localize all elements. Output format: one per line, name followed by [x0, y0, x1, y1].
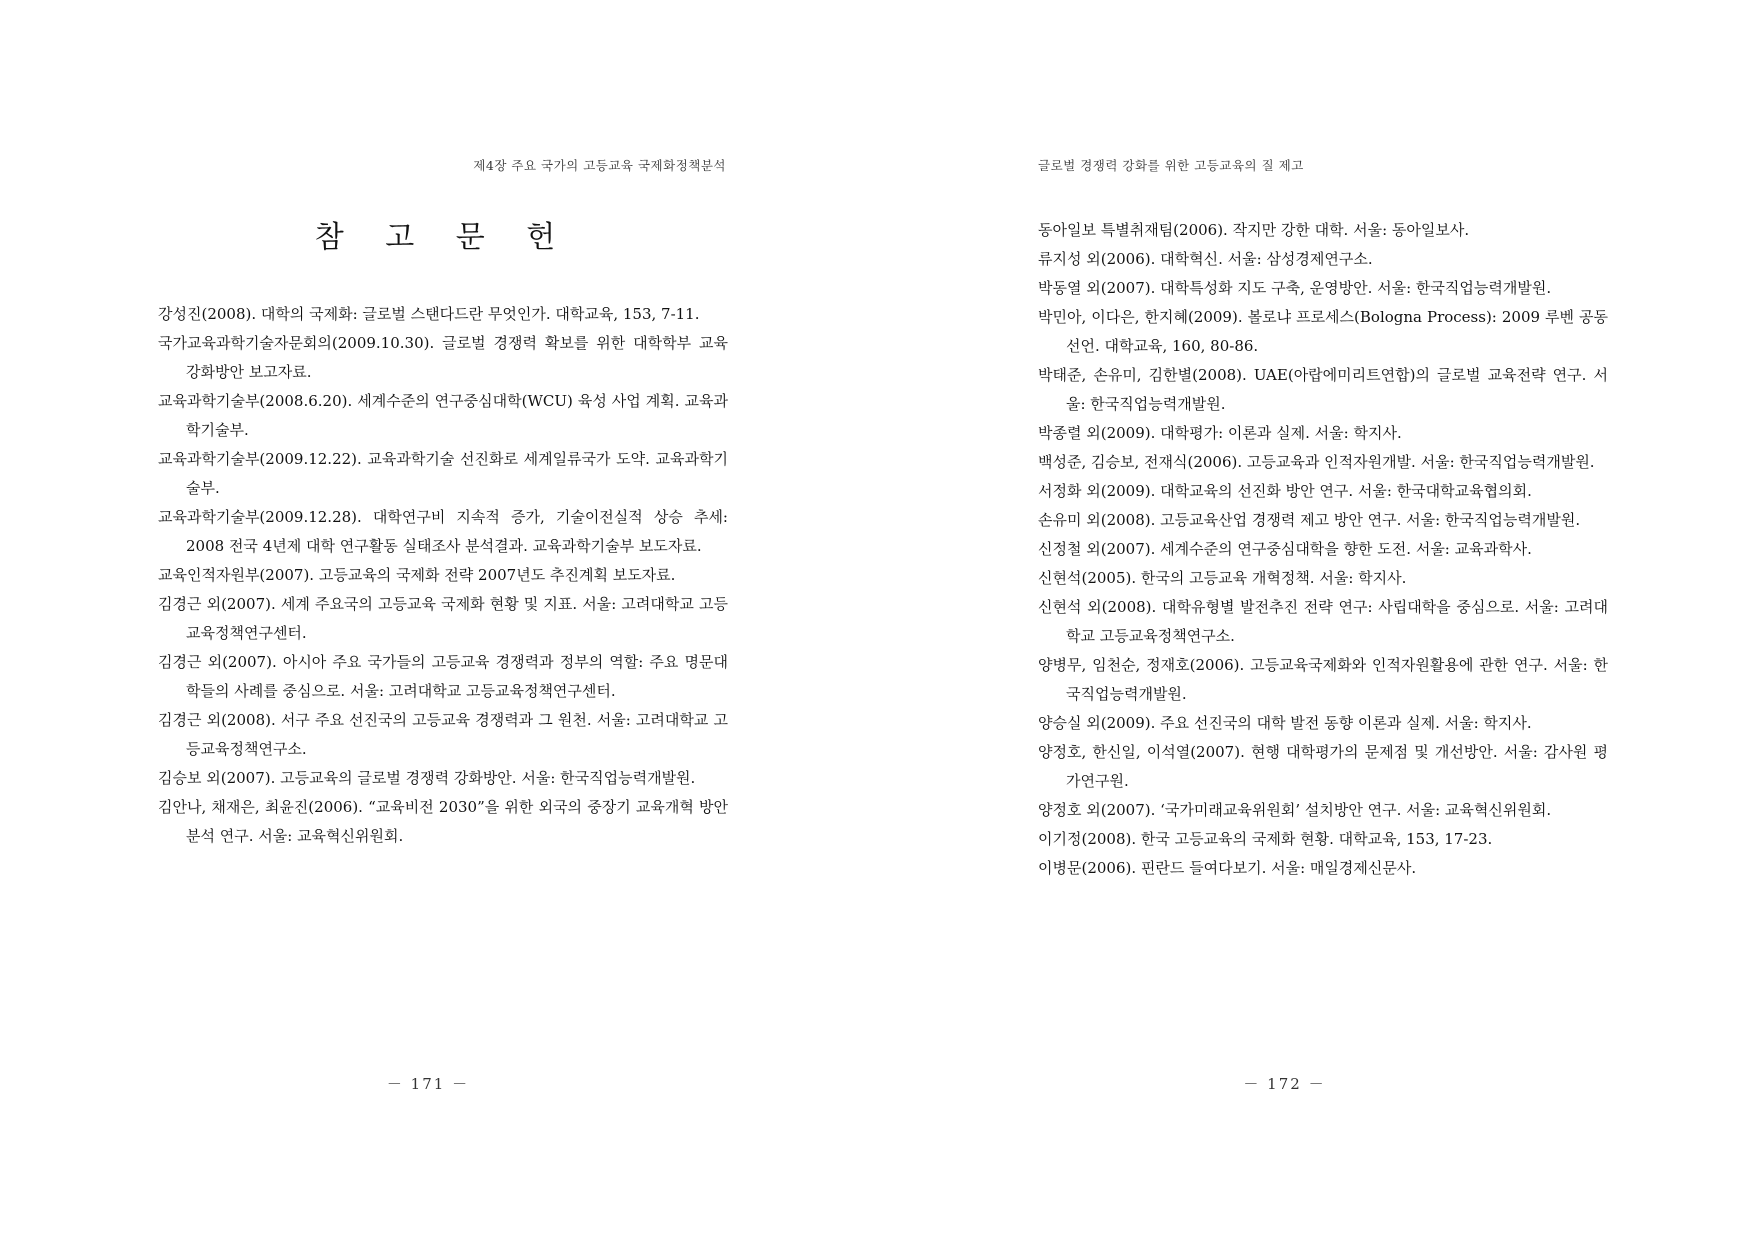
reference-item: 신현석 외(2008). 대학유형별 발전추진 전략 연구: 사립대학을 중심으로. 서울: 고려대학교 고등교육정책연구소. [1038, 598, 1608, 645]
page-number: － 171 － [386, 1075, 470, 1093]
reference-item: 손유미 외(2008). 고등교육산업 경쟁력 제고 방안 연구. 서울: 한국직업능력개발원. [1038, 511, 1581, 529]
reference-item: 교육과학기술부(2009.12.28). 대학연구비 지속적 증가, 기술이전실적 상승 추세: 2008 전국 4년제 대학 연구활동 실태조사 분석결과. 교육과학기술부 보도자료. [158, 508, 728, 555]
reference-item: 이기정(2008). 한국 고등교육의 국제화 현황. 대학교육, 153, 17-23. [1038, 830, 1493, 848]
reference-item: 백성준, 김승보, 전재식(2006). 고등교육과 인적자원개발. 서울: 한국직업능력개발원. [1038, 453, 1595, 471]
reference-item: 양병무, 임천순, 정재호(2006). 고등교육국제화와 인적자원활용에 관한 연구. 서울: 한국직업능력개발원. [1038, 656, 1608, 703]
reference-item: 양정호 외(2007). ‘국가미래교육위원회’ 설치방안 연구. 서울: 교육혁신위원회. [1038, 801, 1552, 819]
left-page [0, 0, 876, 1240]
right-page [876, 0, 1753, 1240]
page-number: － 172 － [1243, 1075, 1326, 1093]
reference-item: 박민아, 이다은, 한지혜(2009). 볼로냐 프로세스(Bologna Process): 2009 루벤 공동선언. 대학교육, 160, 80-86. [1038, 308, 1608, 355]
reference-item: 김안나, 채재은, 최윤진(2006). “교육비전 2030”을 위한 외국의 중장기 교육개혁 방안 분석 연구. 서울: 교육혁신위원회. [158, 798, 728, 845]
reference-item: 양정호, 한신일, 이석열(2007). 현행 대학평가의 문제점 및 개선방안. 서울: 감사원 평가연구원. [1038, 743, 1608, 790]
reference-item: 강성진(2008). 대학의 국제화: 글로벌 스탠다드란 무엇인가. 대학교육, 153, 7-11. [158, 305, 700, 323]
reference-item: 박태준, 손유미, 김한별(2008). UAE(아랍에미리트연합)의 글로벌 교육전략 연구. 서울: 한국직업능력개발원. [1038, 366, 1608, 413]
reference-item: 교육인적자원부(2007). 고등교육의 국제화 전략 2007년도 추진계획 보도자료. [158, 566, 676, 584]
section-title: 참 고 문 헌 [314, 220, 572, 255]
reference-item: 서정화 외(2009). 대학교육의 선진화 방안 연구. 서울: 한국대학교육협의회. [1038, 482, 1532, 500]
running-header: 제4장 주요 국가의 고등교육 국제화정책분석 [473, 158, 726, 173]
reference-list [1038, 216, 1608, 883]
running-header: 글로벌 경쟁력 강화를 위한 고등교육의 질 제고 [1038, 158, 1304, 173]
reference-item: 김경근 외(2008). 서구 주요 선진국의 고등교육 경쟁력과 그 원천. 서울: 고려대학교 고등교육정책연구소. [158, 711, 728, 758]
reference-item: 박종렬 외(2009). 대학평가: 이론과 실제. 서울: 학지사. [1038, 424, 1402, 442]
reference-item: 신정철 외(2007). 세계수준의 연구중심대학을 향한 도전. 서울: 교육과학사. [1038, 540, 1532, 558]
reference-item: 이병문(2006). 핀란드 들여다보기. 서울: 매일경제신문사. [1038, 859, 1417, 877]
reference-list [158, 300, 728, 851]
reference-item: 교육과학기술부(2009.12.22). 교육과학기술 선진화로 세계일류국가 도약. 교육과학기술부. [158, 450, 728, 497]
reference-item: 교육과학기술부(2008.6.20). 세계수준의 연구중심대학(WCU) 육성 사업 계획. 교육과학기술부. [158, 392, 728, 439]
reference-item: 박동열 외(2007). 대학특성화 지도 구축, 운영방안. 서울: 한국직업능력개발원. [1038, 279, 1552, 297]
reference-item: 김경근 외(2007). 아시아 주요 국가들의 고등교육 경쟁력과 정부의 역할: 주요 명문대학들의 사례를 중심으로. 서울: 고려대학교 고등교육정책연구센터. [158, 653, 728, 700]
reference-item: 류지성 외(2006). 대학혁신. 서울: 삼성경제연구소. [1038, 250, 1373, 268]
reference-item: 신현석(2005). 한국의 고등교육 개혁정책. 서울: 학지사. [1038, 569, 1407, 587]
reference-item: 김경근 외(2007). 세계 주요국의 고등교육 국제화 현황 및 지표. 서울: 고려대학교 고등교육정책연구센터. [158, 595, 728, 642]
reference-item: 동아일보 특별취재팀(2006). 작지만 강한 대학. 서울: 동아일보사. [1038, 221, 1470, 239]
reference-item: 김승보 외(2007). 고등교육의 글로벌 경쟁력 강화방안. 서울: 한국직업능력개발원. [158, 769, 696, 787]
reference-item: 국가교육과학기술자문회의(2009.10.30). 글로벌 경쟁력 확보를 위한 대학학부 교육 강화방안 보고자료. [158, 334, 728, 381]
reference-item: 양승실 외(2009). 주요 선진국의 대학 발전 동향 이론과 실제. 서울: 학지사. [1038, 714, 1532, 732]
